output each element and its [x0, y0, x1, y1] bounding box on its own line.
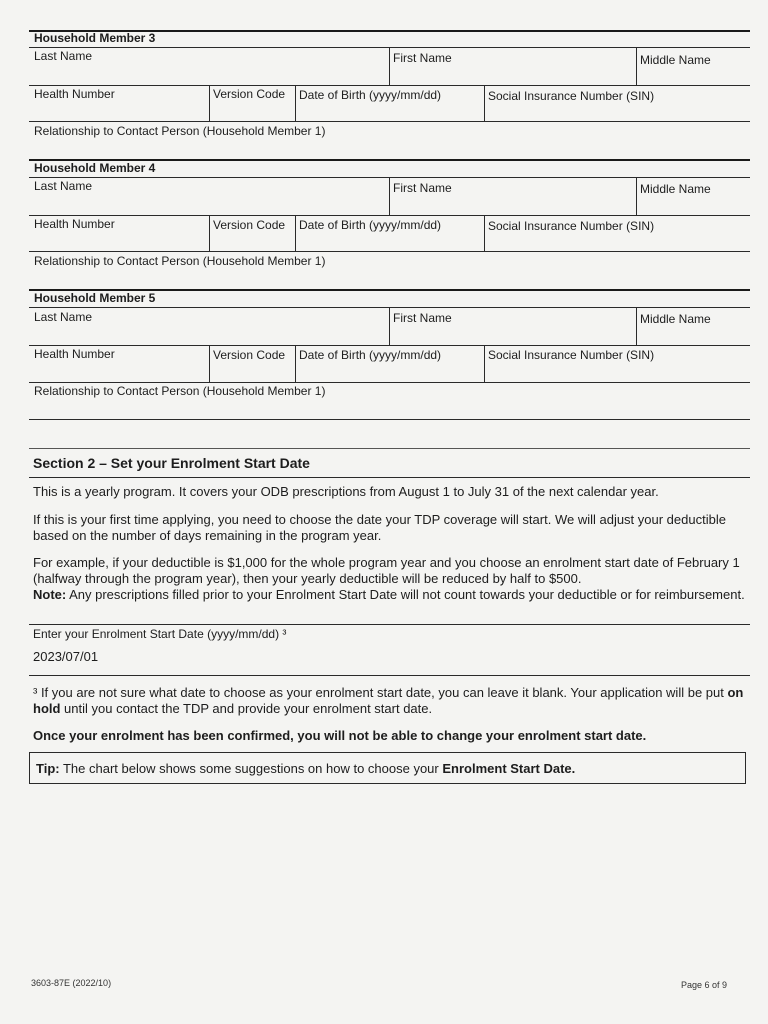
footnote-text-b: until you contact the TDP and provide your enrolment start date. — [60, 701, 433, 716]
health-number-label: Health Number — [34, 347, 115, 361]
tip-bold: Enrolment Start Date. — [442, 761, 576, 776]
middle-name-field[interactable] — [640, 66, 745, 94]
middle-name-label: Middle Name — [640, 312, 711, 326]
enrolment-warning: Once your enrolment has been confirmed, you will not be able to change your enrolment start date. — [33, 728, 647, 743]
relationship-field[interactable] — [33, 137, 745, 157]
paragraph-example — [33, 555, 745, 603]
first-name-label: First Name — [393, 51, 452, 65]
sin-field[interactable] — [487, 102, 745, 130]
divider — [209, 85, 210, 121]
relationship-field[interactable] — [33, 267, 745, 287]
footnote-text-a: ³ If you are not sure what date to choose as your enrolment start date, you can leave it blank. Your application will be put — [33, 685, 728, 700]
divider — [29, 215, 750, 216]
member-title: Household Member 3 — [34, 31, 156, 45]
divider — [636, 307, 637, 345]
dob-label: Date of Birth (yyyy/mm/dd) — [299, 348, 442, 362]
dob-label: Date of Birth (yyyy/mm/dd) — [299, 88, 442, 102]
relationship-label: Relationship to Contact Person (Household Member 1) — [34, 124, 326, 138]
tip-label: Tip: — [36, 761, 60, 776]
enrolment-start-date-label: Enter your Enrolment Start Date (yyyy/mm/dd) ³ — [33, 627, 287, 641]
divider — [636, 177, 637, 215]
divider — [389, 307, 390, 345]
last-name-label: Last Name — [34, 310, 93, 324]
health-number-label: Health Number — [34, 217, 115, 231]
note-label: Note: — [33, 587, 67, 602]
footnote-on-hold: on hold — [33, 685, 744, 716]
footnote-3 — [33, 685, 745, 717]
middle-name-field[interactable] — [640, 325, 745, 353]
sin-field[interactable] — [487, 232, 745, 260]
divider — [29, 675, 750, 676]
divider — [29, 477, 750, 478]
health-number-label: Health Number — [34, 87, 115, 101]
last-name-label: Last Name — [34, 179, 93, 193]
page-number: Page 6 of 9 — [681, 980, 728, 990]
tip-body: The chart below shows some suggestions on how to choose your — [59, 761, 443, 776]
member-title: Household Member 5 — [34, 291, 156, 305]
divider — [295, 215, 296, 251]
divider — [29, 85, 750, 86]
divider — [209, 215, 210, 251]
first-name-label: First Name — [393, 311, 452, 325]
relationship-label: Relationship to Contact Person (Household Member 1) — [34, 254, 326, 268]
divider — [636, 47, 637, 85]
divider — [29, 121, 750, 122]
dob-label: Date of Birth (yyyy/mm/dd) — [299, 218, 442, 232]
divider — [484, 345, 485, 382]
divider — [389, 177, 390, 215]
tip-box — [29, 752, 746, 784]
middle-name-field[interactable] — [640, 195, 745, 223]
relationship-field[interactable] — [33, 397, 745, 417]
divider — [29, 419, 750, 420]
version-code-label: Version Code — [213, 87, 286, 101]
sin-label: Social Insurance Number (SIN) — [488, 219, 655, 233]
last-name-label: Last Name — [34, 49, 93, 63]
sin-label: Social Insurance Number (SIN) — [488, 348, 655, 362]
sin-label: Social Insurance Number (SIN) — [488, 89, 655, 103]
middle-name-label: Middle Name — [640, 182, 711, 196]
sin-field[interactable] — [487, 361, 745, 389]
divider — [209, 345, 210, 382]
divider — [295, 85, 296, 121]
first-name-label: First Name — [393, 181, 452, 195]
enrolment-start-date-input[interactable]: 2023/07/01 — [33, 649, 99, 664]
paragraph-first-time: If this is your first time applying, you need to choose the date your TDP coverage will start. We will adjust your deductible based on the number of days remaining in the program year. — [33, 512, 726, 543]
divider — [29, 251, 750, 252]
version-code-label: Version Code — [213, 348, 286, 362]
divider — [29, 345, 750, 346]
divider — [484, 85, 485, 121]
divider — [29, 624, 750, 625]
example-text: For example, if your deductible is $1,000 for the whole program year and you choose an enrolment start date of February 1 (halfway through the program year), then your yearly deductible will be reduced by half to $500. — [33, 555, 740, 586]
form-id: 3603-87E (2022/10) — [31, 978, 112, 988]
divider — [295, 345, 296, 382]
member-title: Household Member 4 — [34, 161, 156, 175]
version-code-label: Version Code — [213, 218, 286, 232]
middle-name-label: Middle Name — [640, 53, 711, 67]
divider — [484, 215, 485, 251]
note-text: Any prescriptions filled prior to your Enrolment Start Date will not count towards your deductible or for reimbursement. — [66, 587, 745, 602]
divider — [389, 47, 390, 85]
divider — [29, 448, 750, 449]
section-2-title: Section 2 – Set your Enrolment Start Date — [33, 455, 310, 471]
tip-text — [36, 761, 575, 776]
paragraph-program-year: This is a yearly program. It covers your ODB prescriptions from August 1 to July 31 of the next calendar year. — [33, 484, 659, 499]
relationship-label: Relationship to Contact Person (Household Member 1) — [34, 384, 326, 398]
divider — [29, 382, 750, 383]
